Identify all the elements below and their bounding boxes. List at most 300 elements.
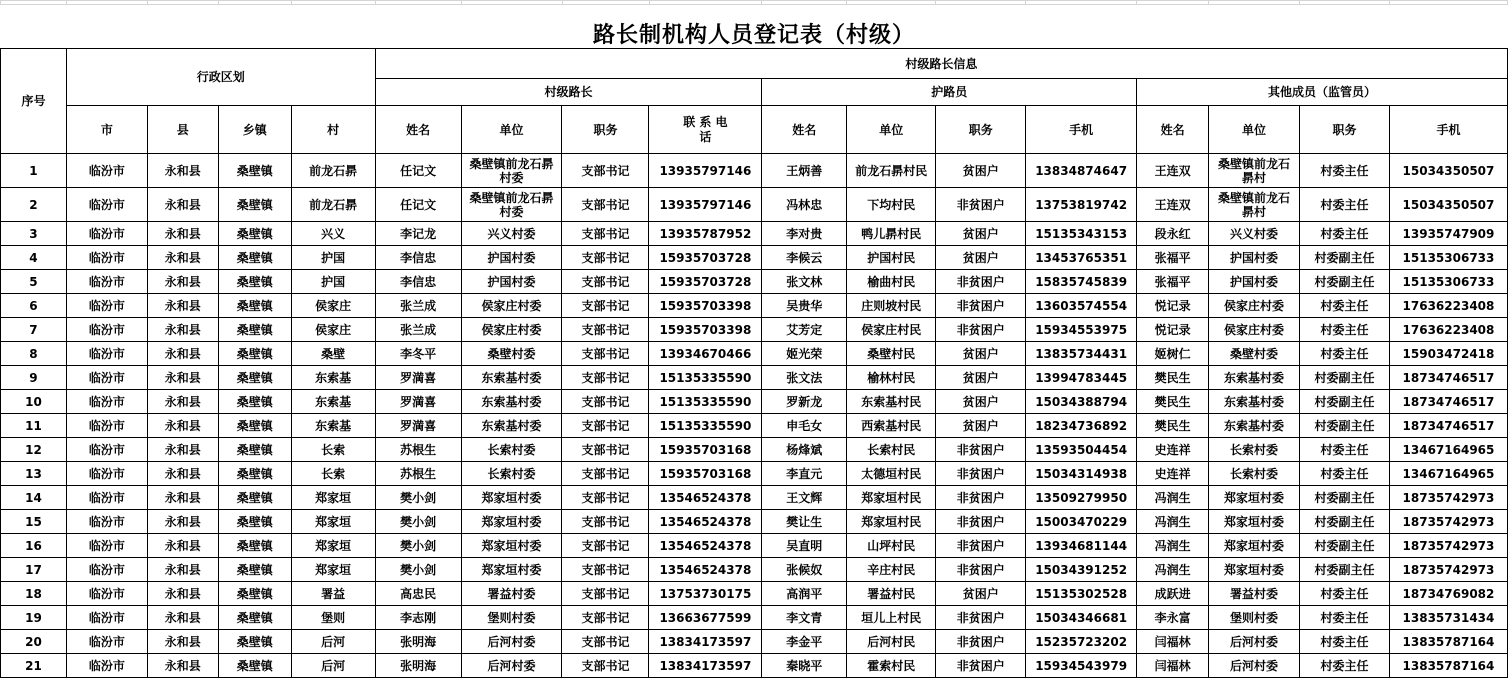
cell-village[interactable]: 后河 — [291, 654, 375, 678]
cell-member-phone[interactable]: 13467164965 — [1389, 438, 1507, 462]
cell-chief-unit[interactable]: 署益村委 — [461, 582, 562, 606]
cell-member-position[interactable]: 村委副主任 — [1299, 366, 1389, 390]
cell-member-name[interactable]: 悦记录 — [1137, 318, 1209, 342]
cell-chief-name[interactable]: 李信忠 — [375, 270, 461, 294]
cell-chief-position[interactable]: 支部书记 — [562, 246, 649, 270]
cell-member-position[interactable]: 村委副主任 — [1299, 486, 1389, 510]
cell-guard-status[interactable]: 非贫困户 — [936, 654, 1026, 678]
cell-guard-name[interactable]: 张文法 — [762, 366, 847, 390]
cell-member-phone[interactable]: 15034350507 — [1389, 188, 1507, 222]
header-chief-position[interactable]: 职务 — [562, 106, 649, 154]
cell-guard-name[interactable]: 姬光荣 — [762, 342, 847, 366]
cell-guard-status[interactable]: 贫困户 — [936, 342, 1026, 366]
cell-member-position[interactable]: 村委主任 — [1299, 582, 1389, 606]
cell-city[interactable]: 临汾市 — [66, 246, 147, 270]
cell-chief-name[interactable]: 罗満喜 — [375, 366, 461, 390]
cell-guard-phone[interactable]: 18234736892 — [1026, 414, 1137, 438]
cell-city[interactable]: 临汾市 — [66, 342, 147, 366]
cell-member-unit[interactable]: 郑家垣村委 — [1209, 534, 1300, 558]
cell-chief-position[interactable]: 支部书记 — [562, 582, 649, 606]
cell-village[interactable]: 前龙石䁀 — [291, 188, 375, 222]
cell-member-phone[interactable]: 18734746517 — [1389, 366, 1507, 390]
cell-village[interactable]: 侯家庄 — [291, 294, 375, 318]
cell-member-name[interactable]: 王连双 — [1137, 154, 1209, 188]
cell-guard-name[interactable]: 王炳善 — [762, 154, 847, 188]
cell-town[interactable]: 桑壁镇 — [218, 438, 291, 462]
cell-chief-position[interactable]: 支部书记 — [562, 510, 649, 534]
cell-member-position[interactable]: 村委主任 — [1299, 154, 1389, 188]
cell-seq[interactable]: 20 — [1, 630, 67, 654]
cell-chief-name[interactable]: 张兰成 — [375, 318, 461, 342]
cell-village[interactable]: 堡则 — [291, 606, 375, 630]
cell-chief-phone[interactable]: 15935703728 — [649, 270, 762, 294]
cell-guard-unit[interactable]: 垣儿上村民 — [847, 606, 936, 630]
cell-chief-phone[interactable]: 13546524378 — [649, 558, 762, 582]
cell-chief-unit[interactable]: 兴义村委 — [461, 222, 562, 246]
cell-chief-position[interactable]: 支部书记 — [562, 188, 649, 222]
cell-member-unit[interactable]: 郑家垣村委 — [1209, 486, 1300, 510]
cell-guard-phone[interactable]: 15034391252 — [1026, 558, 1137, 582]
cell-guard-name[interactable]: 李候云 — [762, 246, 847, 270]
cell-guard-status[interactable]: 非贫困户 — [936, 510, 1026, 534]
cell-county[interactable]: 永和县 — [147, 222, 218, 246]
cell-chief-phone[interactable]: 13935787952 — [649, 222, 762, 246]
cell-village[interactable]: 长索 — [291, 438, 375, 462]
cell-member-unit[interactable]: 署益村委 — [1209, 582, 1300, 606]
cell-member-unit[interactable]: 长索村委 — [1209, 462, 1300, 486]
cell-chief-name[interactable]: 罗満喜 — [375, 390, 461, 414]
cell-member-phone[interactable]: 13467164965 — [1389, 462, 1507, 486]
cell-member-phone[interactable]: 13835787164 — [1389, 630, 1507, 654]
cell-town[interactable]: 桑壁镇 — [218, 654, 291, 678]
cell-village[interactable]: 东索基 — [291, 390, 375, 414]
cell-member-name[interactable]: 冯润生 — [1137, 510, 1209, 534]
cell-member-phone[interactable]: 15903472418 — [1389, 342, 1507, 366]
cell-guard-unit[interactable]: 郑家垣村民 — [847, 510, 936, 534]
cell-member-phone[interactable]: 18734746517 — [1389, 414, 1507, 438]
cell-member-position[interactable]: 村委主任 — [1299, 606, 1389, 630]
cell-guard-phone[interactable]: 15135343153 — [1026, 222, 1137, 246]
cell-town[interactable]: 桑壁镇 — [218, 246, 291, 270]
cell-city[interactable]: 临汾市 — [66, 654, 147, 678]
cell-county[interactable]: 永和县 — [147, 390, 218, 414]
cell-city[interactable]: 临汾市 — [66, 414, 147, 438]
cell-guard-unit[interactable]: 庄则坡村民 — [847, 294, 936, 318]
cell-county[interactable]: 永和县 — [147, 510, 218, 534]
cell-guard-name[interactable]: 李对贵 — [762, 222, 847, 246]
cell-guard-unit[interactable]: 山坪村民 — [847, 534, 936, 558]
cell-chief-phone[interactable]: 15935703168 — [649, 438, 762, 462]
cell-city[interactable]: 临汾市 — [66, 390, 147, 414]
cell-guard-name[interactable]: 张候奴 — [762, 558, 847, 582]
cell-member-unit[interactable]: 郑家垣村委 — [1209, 558, 1300, 582]
header-member-unit[interactable]: 单位 — [1209, 106, 1300, 154]
cell-city[interactable]: 临汾市 — [66, 154, 147, 188]
cell-guard-status[interactable]: 非贫困户 — [936, 606, 1026, 630]
header-county[interactable]: 县 — [147, 106, 218, 154]
cell-guard-unit[interactable]: 辛庄村民 — [847, 558, 936, 582]
cell-member-unit[interactable]: 东索基村委 — [1209, 414, 1300, 438]
cell-guard-phone[interactable]: 15934543979 — [1026, 654, 1137, 678]
cell-guard-unit[interactable]: 东索基村民 — [847, 390, 936, 414]
cell-chief-phone[interactable]: 15135335590 — [649, 390, 762, 414]
cell-member-name[interactable]: 成跃进 — [1137, 582, 1209, 606]
cell-member-unit[interactable]: 兴义村委 — [1209, 222, 1300, 246]
cell-county[interactable]: 永和县 — [147, 558, 218, 582]
cell-guard-unit[interactable]: 霍索村民 — [847, 654, 936, 678]
cell-guard-name[interactable]: 高润平 — [762, 582, 847, 606]
cell-village[interactable]: 郑家垣 — [291, 534, 375, 558]
cell-chief-name[interactable]: 樊小剑 — [375, 510, 461, 534]
cell-county[interactable]: 永和县 — [147, 154, 218, 188]
cell-member-phone[interactable]: 18734769082 — [1389, 582, 1507, 606]
cell-guard-phone[interactable]: 13453765351 — [1026, 246, 1137, 270]
cell-seq[interactable]: 12 — [1, 438, 67, 462]
cell-chief-unit[interactable]: 后河村委 — [461, 654, 562, 678]
cell-member-phone[interactable]: 15135306733 — [1389, 246, 1507, 270]
cell-chief-unit[interactable]: 护国村委 — [461, 270, 562, 294]
cell-chief-phone[interactable]: 13935797146 — [649, 188, 762, 222]
cell-city[interactable]: 临汾市 — [66, 222, 147, 246]
cell-member-phone[interactable]: 17636223408 — [1389, 294, 1507, 318]
cell-member-name[interactable]: 樊民生 — [1137, 414, 1209, 438]
cell-county[interactable]: 永和县 — [147, 582, 218, 606]
cell-chief-unit[interactable]: 郑家垣村委 — [461, 534, 562, 558]
cell-chief-position[interactable]: 支部书记 — [562, 486, 649, 510]
cell-member-unit[interactable]: 东索基村委 — [1209, 366, 1300, 390]
cell-guard-status[interactable]: 贫困户 — [936, 390, 1026, 414]
cell-guard-status[interactable]: 贫困户 — [936, 366, 1026, 390]
cell-chief-position[interactable]: 支部书记 — [562, 270, 649, 294]
cell-chief-phone[interactable]: 13753730175 — [649, 582, 762, 606]
header-guard-position[interactable]: 职务 — [936, 106, 1026, 154]
cell-town[interactable]: 桑壁镇 — [218, 510, 291, 534]
cell-guard-status[interactable]: 贫困户 — [936, 414, 1026, 438]
cell-chief-name[interactable]: 李信忠 — [375, 246, 461, 270]
cell-member-name[interactable]: 冯润生 — [1137, 486, 1209, 510]
cell-city[interactable]: 临汾市 — [66, 366, 147, 390]
cell-chief-unit[interactable]: 郑家垣村委 — [461, 510, 562, 534]
cell-guard-name[interactable]: 李直元 — [762, 462, 847, 486]
cell-chief-name[interactable]: 苏根生 — [375, 462, 461, 486]
cell-member-name[interactable]: 张福平 — [1137, 270, 1209, 294]
cell-county[interactable]: 永和县 — [147, 462, 218, 486]
cell-chief-position[interactable]: 支部书记 — [562, 342, 649, 366]
cell-chief-name[interactable]: 罗満喜 — [375, 414, 461, 438]
cell-city[interactable]: 临汾市 — [66, 438, 147, 462]
cell-chief-position[interactable]: 支部书记 — [562, 294, 649, 318]
cell-guard-phone[interactable]: 15034388794 — [1026, 390, 1137, 414]
cell-county[interactable]: 永和县 — [147, 438, 218, 462]
cell-member-unit[interactable]: 护国村委 — [1209, 246, 1300, 270]
cell-guard-name[interactable]: 杨烽斌 — [762, 438, 847, 462]
cell-guard-name[interactable]: 艾芳定 — [762, 318, 847, 342]
cell-guard-status[interactable]: 非贫困户 — [936, 486, 1026, 510]
cell-member-position[interactable]: 村委副主任 — [1299, 270, 1389, 294]
cell-chief-position[interactable]: 支部书记 — [562, 654, 649, 678]
cell-chief-unit[interactable]: 侯家庄村委 — [461, 294, 562, 318]
cell-village[interactable]: 郑家垣 — [291, 510, 375, 534]
cell-chief-position[interactable]: 支部书记 — [562, 154, 649, 188]
cell-member-position[interactable]: 村委主任 — [1299, 294, 1389, 318]
header-chief-contact[interactable]: 联 系 电 话 — [649, 106, 762, 154]
cell-town[interactable]: 桑壁镇 — [218, 582, 291, 606]
cell-member-name[interactable]: 王连双 — [1137, 188, 1209, 222]
cell-member-phone[interactable]: 18734746517 — [1389, 390, 1507, 414]
cell-chief-position[interactable]: 支部书记 — [562, 366, 649, 390]
cell-chief-position[interactable]: 支部书记 — [562, 630, 649, 654]
cell-chief-name[interactable]: 樊小剑 — [375, 558, 461, 582]
cell-member-phone[interactable]: 13835731434 — [1389, 606, 1507, 630]
cell-guard-phone[interactable]: 13994783445 — [1026, 366, 1137, 390]
cell-member-unit[interactable]: 后河村委 — [1209, 630, 1300, 654]
cell-seq[interactable]: 17 — [1, 558, 67, 582]
cell-guard-unit[interactable]: 太德垣村民 — [847, 462, 936, 486]
cell-member-unit[interactable]: 后河村委 — [1209, 654, 1300, 678]
cell-member-unit[interactable]: 护国村委 — [1209, 270, 1300, 294]
cell-county[interactable]: 永和县 — [147, 246, 218, 270]
cell-guard-status[interactable]: 非贫困户 — [936, 270, 1026, 294]
cell-town[interactable]: 桑壁镇 — [218, 606, 291, 630]
cell-member-name[interactable]: 姬树仁 — [1137, 342, 1209, 366]
cell-village[interactable]: 郑家垣 — [291, 486, 375, 510]
cell-seq[interactable]: 18 — [1, 582, 67, 606]
cell-member-name[interactable]: 樊民生 — [1137, 390, 1209, 414]
cell-member-position[interactable]: 村委主任 — [1299, 438, 1389, 462]
cell-guard-phone[interactable]: 13753819742 — [1026, 188, 1137, 222]
cell-town[interactable]: 桑壁镇 — [218, 188, 291, 222]
cell-village[interactable]: 署益 — [291, 582, 375, 606]
cell-seq[interactable]: 16 — [1, 534, 67, 558]
cell-village[interactable]: 长索 — [291, 462, 375, 486]
cell-member-name[interactable]: 史连祥 — [1137, 462, 1209, 486]
cell-member-unit[interactable]: 长索村委 — [1209, 438, 1300, 462]
cell-city[interactable]: 临汾市 — [66, 606, 147, 630]
cell-village[interactable]: 东索基 — [291, 414, 375, 438]
cell-chief-phone[interactable]: 13546524378 — [649, 510, 762, 534]
cell-guard-name[interactable]: 王文辉 — [762, 486, 847, 510]
cell-guard-status[interactable]: 非贫困户 — [936, 188, 1026, 222]
cell-chief-name[interactable]: 李记龙 — [375, 222, 461, 246]
cell-chief-name[interactable]: 李志刚 — [375, 606, 461, 630]
cell-guard-unit[interactable]: 西索基村民 — [847, 414, 936, 438]
cell-member-phone[interactable]: 18735742973 — [1389, 558, 1507, 582]
cell-guard-name[interactable]: 樊让生 — [762, 510, 847, 534]
cell-chief-unit[interactable]: 郑家垣村委 — [461, 486, 562, 510]
cell-guard-unit[interactable]: 榆曲村民 — [847, 270, 936, 294]
cell-county[interactable]: 永和县 — [147, 270, 218, 294]
cell-city[interactable]: 临汾市 — [66, 486, 147, 510]
cell-guard-status[interactable]: 非贫困户 — [936, 318, 1026, 342]
cell-guard-status[interactable]: 贫困户 — [936, 246, 1026, 270]
header-village[interactable]: 村 — [291, 106, 375, 154]
cell-guard-status[interactable]: 非贫困户 — [936, 558, 1026, 582]
header-seq[interactable]: 序号 — [1, 49, 67, 154]
header-guard-unit[interactable]: 单位 — [847, 106, 936, 154]
cell-chief-position[interactable]: 支部书记 — [562, 558, 649, 582]
cell-member-name[interactable]: 冯润生 — [1137, 534, 1209, 558]
cell-village[interactable]: 兴义 — [291, 222, 375, 246]
cell-county[interactable]: 永和县 — [147, 366, 218, 390]
cell-county[interactable]: 永和县 — [147, 486, 218, 510]
cell-chief-name[interactable]: 高忠民 — [375, 582, 461, 606]
cell-seq[interactable]: 21 — [1, 654, 67, 678]
cell-guard-unit[interactable]: 侯家庄村民 — [847, 318, 936, 342]
cell-town[interactable]: 桑壁镇 — [218, 462, 291, 486]
cell-guard-name[interactable]: 李金平 — [762, 630, 847, 654]
cell-town[interactable]: 桑壁镇 — [218, 270, 291, 294]
cell-chief-name[interactable]: 樊小剑 — [375, 534, 461, 558]
cell-guard-status[interactable]: 贫困户 — [936, 582, 1026, 606]
cell-guard-phone[interactable]: 13834874647 — [1026, 154, 1137, 188]
cell-county[interactable]: 永和县 — [147, 188, 218, 222]
cell-guard-status[interactable]: 非贫困户 — [936, 294, 1026, 318]
cell-member-name[interactable]: 闫福林 — [1137, 654, 1209, 678]
header-town[interactable]: 乡镇 — [218, 106, 291, 154]
cell-member-name[interactable]: 张福平 — [1137, 246, 1209, 270]
cell-chief-unit[interactable]: 桑壁村委 — [461, 342, 562, 366]
cell-city[interactable]: 临汾市 — [66, 510, 147, 534]
cell-chief-unit[interactable]: 东索基村委 — [461, 414, 562, 438]
cell-guard-name[interactable]: 申毛女 — [762, 414, 847, 438]
cell-guard-unit[interactable]: 鸭儿䁀村民 — [847, 222, 936, 246]
header-admin-region[interactable]: 行政区划 — [66, 49, 375, 106]
cell-town[interactable]: 桑壁镇 — [218, 630, 291, 654]
header-chief-name[interactable]: 姓名 — [375, 106, 461, 154]
cell-town[interactable]: 桑壁镇 — [218, 318, 291, 342]
header-guard-phone[interactable]: 手机 — [1026, 106, 1137, 154]
cell-seq[interactable]: 19 — [1, 606, 67, 630]
cell-member-position[interactable]: 村委副主任 — [1299, 510, 1389, 534]
cell-chief-unit[interactable]: 侯家庄村委 — [461, 318, 562, 342]
cell-seq[interactable]: 2 — [1, 188, 67, 222]
cell-chief-phone[interactable]: 13834173597 — [649, 630, 762, 654]
cell-county[interactable]: 永和县 — [147, 654, 218, 678]
cell-chief-phone[interactable]: 13546524378 — [649, 486, 762, 510]
cell-town[interactable]: 桑壁镇 — [218, 222, 291, 246]
cell-member-phone[interactable]: 15034350507 — [1389, 154, 1507, 188]
cell-guard-phone[interactable]: 13835734431 — [1026, 342, 1137, 366]
header-road-guard[interactable]: 护路员 — [762, 79, 1137, 106]
cell-chief-unit[interactable]: 东索基村委 — [461, 366, 562, 390]
cell-chief-phone[interactable]: 13834173597 — [649, 654, 762, 678]
cell-guard-phone[interactable]: 15034314938 — [1026, 462, 1137, 486]
cell-member-position[interactable]: 村委主任 — [1299, 462, 1389, 486]
cell-city[interactable]: 临汾市 — [66, 582, 147, 606]
cell-village[interactable]: 护国 — [291, 270, 375, 294]
cell-guard-status[interactable]: 非贫困户 — [936, 438, 1026, 462]
cell-seq[interactable]: 11 — [1, 414, 67, 438]
cell-guard-unit[interactable]: 下均村民 — [847, 188, 936, 222]
cell-county[interactable]: 永和县 — [147, 414, 218, 438]
cell-chief-position[interactable]: 支部书记 — [562, 222, 649, 246]
cell-member-position[interactable]: 村委主任 — [1299, 222, 1389, 246]
cell-guard-status[interactable]: 贫困户 — [936, 154, 1026, 188]
cell-chief-phone[interactable]: 13546524378 — [649, 534, 762, 558]
cell-chief-phone[interactable]: 13935797146 — [649, 154, 762, 188]
cell-guard-unit[interactable]: 后河村民 — [847, 630, 936, 654]
cell-member-position[interactable]: 村委主任 — [1299, 654, 1389, 678]
cell-city[interactable]: 临汾市 — [66, 294, 147, 318]
cell-town[interactable]: 桑壁镇 — [218, 154, 291, 188]
cell-chief-unit[interactable]: 桑壁镇前龙石䁀村委 — [461, 154, 562, 188]
cell-city[interactable]: 临汾市 — [66, 462, 147, 486]
cell-guard-phone[interactable]: 15835745839 — [1026, 270, 1137, 294]
cell-county[interactable]: 永和县 — [147, 318, 218, 342]
cell-city[interactable]: 临汾市 — [66, 188, 147, 222]
cell-chief-name[interactable]: 任记文 — [375, 188, 461, 222]
cell-town[interactable]: 桑壁镇 — [218, 342, 291, 366]
cell-guard-unit[interactable]: 长索村民 — [847, 438, 936, 462]
header-chief-unit[interactable]: 单位 — [461, 106, 562, 154]
cell-chief-unit[interactable]: 东索基村委 — [461, 390, 562, 414]
cell-seq[interactable]: 4 — [1, 246, 67, 270]
cell-city[interactable]: 临汾市 — [66, 534, 147, 558]
cell-guard-unit[interactable]: 郑家垣村民 — [847, 486, 936, 510]
cell-chief-phone[interactable]: 13934670466 — [649, 342, 762, 366]
cell-member-unit[interactable]: 桑壁村委 — [1209, 342, 1300, 366]
cell-member-position[interactable]: 村委副主任 — [1299, 246, 1389, 270]
cell-seq[interactable]: 15 — [1, 510, 67, 534]
cell-member-unit[interactable]: 桑壁镇前龙石䁀村 — [1209, 188, 1300, 222]
header-member-position[interactable]: 职务 — [1299, 106, 1389, 154]
header-village-info[interactable]: 村级路长信息 — [375, 49, 1507, 79]
cell-guard-status[interactable]: 非贫困户 — [936, 630, 1026, 654]
cell-chief-phone[interactable]: 15935703398 — [649, 318, 762, 342]
cell-chief-unit[interactable]: 后河村委 — [461, 630, 562, 654]
cell-seq[interactable]: 14 — [1, 486, 67, 510]
cell-guard-status[interactable]: 贫困户 — [936, 222, 1026, 246]
cell-guard-unit[interactable]: 前龙石䁀村民 — [847, 154, 936, 188]
cell-village[interactable]: 侯家庄 — [291, 318, 375, 342]
cell-chief-position[interactable]: 支部书记 — [562, 606, 649, 630]
cell-guard-phone[interactable]: 13603574554 — [1026, 294, 1137, 318]
cell-town[interactable]: 桑壁镇 — [218, 390, 291, 414]
cell-member-name[interactable]: 李永富 — [1137, 606, 1209, 630]
cell-member-phone[interactable]: 17636223408 — [1389, 318, 1507, 342]
header-member-phone[interactable]: 手机 — [1389, 106, 1507, 154]
cell-member-unit[interactable]: 侯家庄村委 — [1209, 294, 1300, 318]
cell-town[interactable]: 桑壁镇 — [218, 558, 291, 582]
cell-chief-name[interactable]: 樊小剑 — [375, 486, 461, 510]
cell-member-unit[interactable]: 侯家庄村委 — [1209, 318, 1300, 342]
cell-chief-name[interactable]: 任记文 — [375, 154, 461, 188]
cell-seq[interactable]: 3 — [1, 222, 67, 246]
cell-seq[interactable]: 6 — [1, 294, 67, 318]
cell-member-unit[interactable]: 堡则村委 — [1209, 606, 1300, 630]
cell-village[interactable]: 护国 — [291, 246, 375, 270]
cell-guard-phone[interactable]: 13509279950 — [1026, 486, 1137, 510]
cell-town[interactable]: 桑壁镇 — [218, 294, 291, 318]
header-village-chief[interactable]: 村级路长 — [375, 79, 762, 106]
cell-county[interactable]: 永和县 — [147, 342, 218, 366]
cell-chief-unit[interactable]: 郑家垣村委 — [461, 558, 562, 582]
cell-chief-position[interactable]: 支部书记 — [562, 390, 649, 414]
cell-chief-unit[interactable]: 堡则村委 — [461, 606, 562, 630]
cell-guard-name[interactable]: 李文青 — [762, 606, 847, 630]
cell-village[interactable]: 东索基 — [291, 366, 375, 390]
cell-seq[interactable]: 1 — [1, 154, 67, 188]
cell-guard-unit[interactable]: 桑壁村民 — [847, 342, 936, 366]
cell-chief-position[interactable]: 支部书记 — [562, 414, 649, 438]
cell-county[interactable]: 永和县 — [147, 630, 218, 654]
cell-member-name[interactable]: 段永红 — [1137, 222, 1209, 246]
cell-seq[interactable]: 10 — [1, 390, 67, 414]
cell-guard-status[interactable]: 非贫困户 — [936, 462, 1026, 486]
cell-member-phone[interactable]: 13935747909 — [1389, 222, 1507, 246]
header-guard-name[interactable]: 姓名 — [762, 106, 847, 154]
cell-guard-phone[interactable]: 13593504454 — [1026, 438, 1137, 462]
